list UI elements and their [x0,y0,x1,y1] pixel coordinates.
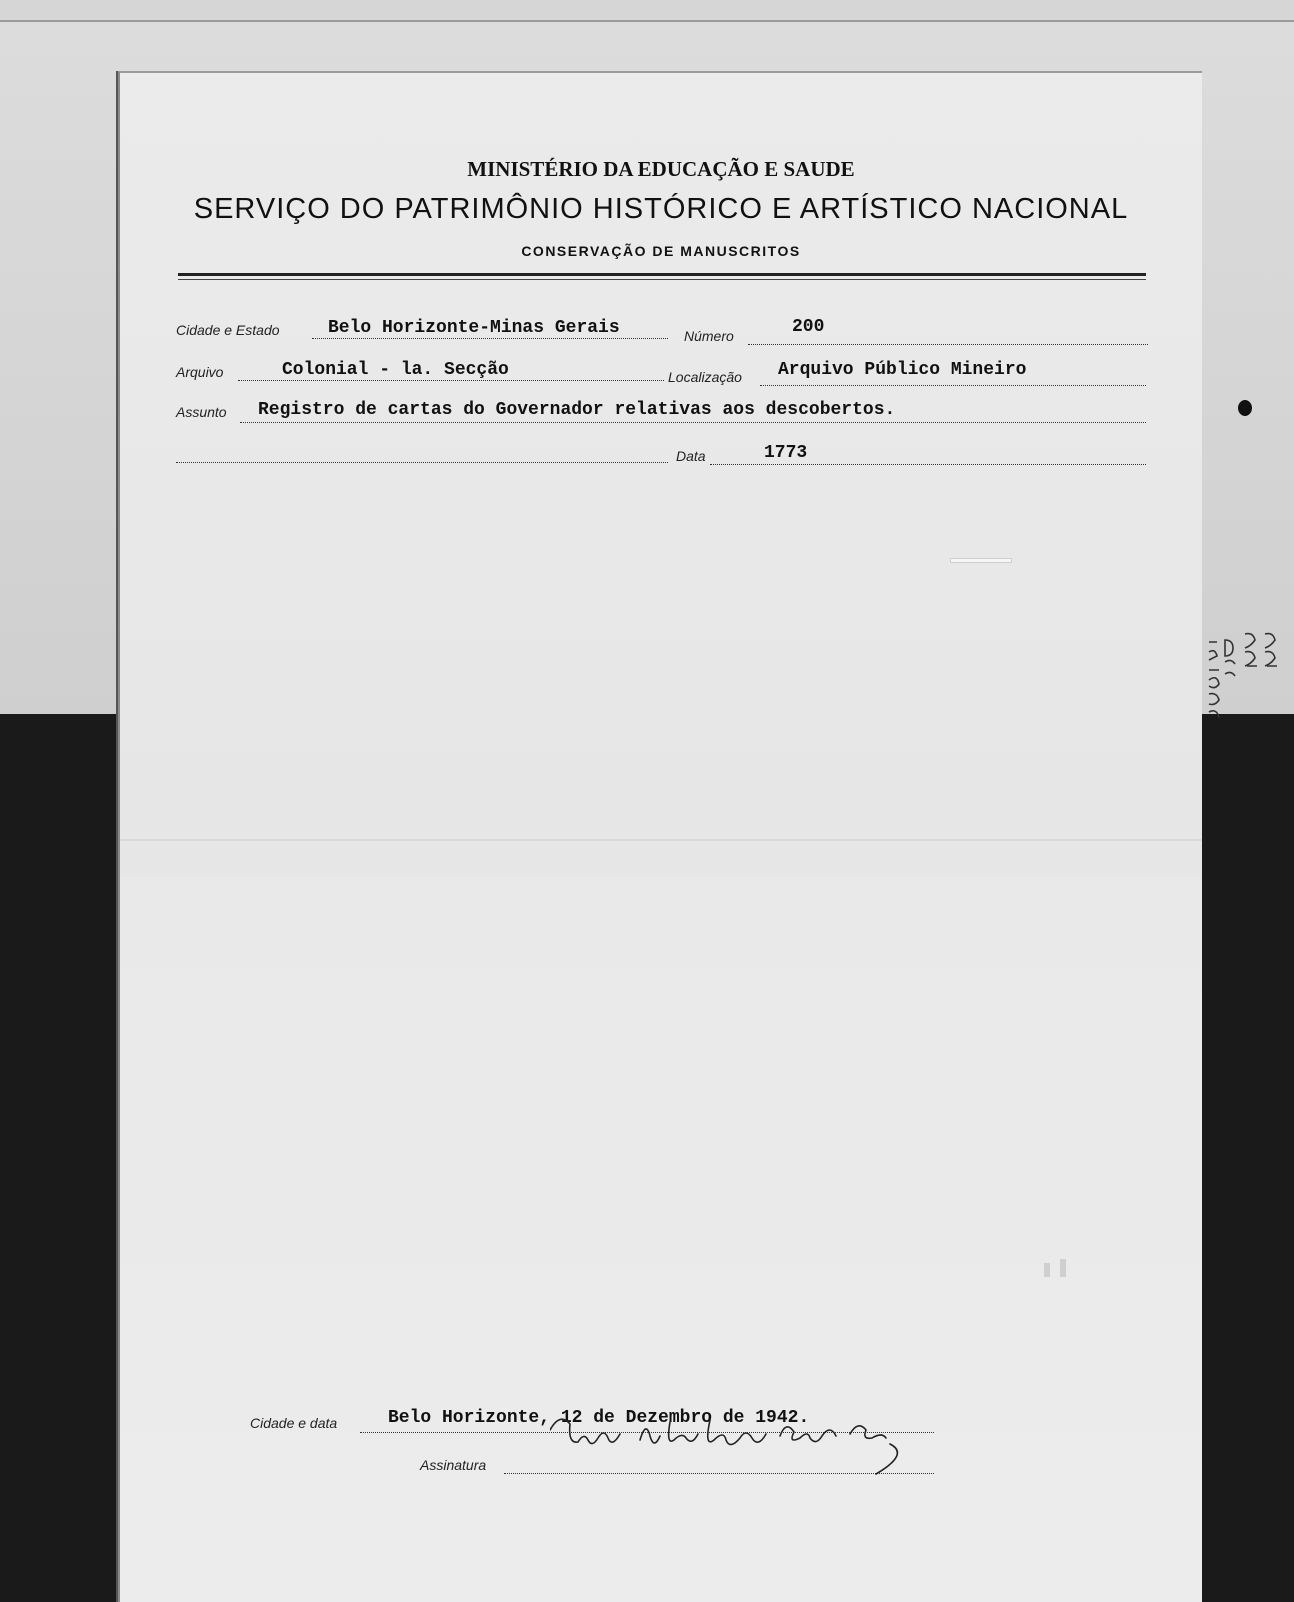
numero-label: Número [684,328,734,344]
handwritten-signature [550,1400,950,1480]
numero-line [748,344,1148,345]
scuff-mark [950,558,1012,563]
fold-line [120,839,1202,841]
scuff-mark [1044,1263,1050,1277]
assinatura-label: Assinatura [420,1457,487,1473]
assunto-line [240,422,1146,423]
header-rule [178,273,1146,276]
cidade-data-label: Cidade e data [250,1415,338,1431]
arquivo-line [238,380,664,381]
data-label: Data [676,448,706,464]
localizacao-line [760,385,1146,386]
data-value: 1773 [764,443,808,463]
section-heading: CONSERVAÇÃO DE MANUSCRITOS [521,243,801,259]
cidade-data-value: Belo Horizonte, 12 de Dezembro de 1942. [388,1408,810,1428]
ink-speck [1238,400,1252,416]
localizacao-label: Localização [668,369,742,385]
numero-value: 200 [792,317,825,337]
archive-card [118,71,1202,1602]
data-line [710,464,1146,465]
assunto-label: Assunto [176,404,227,420]
blank-line [176,462,668,463]
header-rule-thin [178,279,1146,280]
cidade-estado-line [312,338,668,339]
scuff-mark [1060,1259,1066,1277]
cidade-estado-value: Belo Horizonte-Minas Gerais [328,318,620,338]
assunto-value: Registro de cartas do Governador relativas aos descobertos. [258,400,896,420]
service-heading: SERVIÇO DO PATRIMÔNIO HISTÓRICO E ARTÍSTICO NACIONAL [193,193,1129,225]
margin-handwritten-note [1207,622,1282,742]
localizacao-value: Arquivo Público Mineiro [778,360,1027,380]
cidade-estado-label: Cidade e Estado [176,322,280,338]
arquivo-value: Colonial - la. Secção [282,360,509,380]
ministry-heading: MINISTÉRIO DA EDUCAÇÃO E SAUDE [467,157,855,181]
arquivo-label: Arquivo [176,364,224,380]
